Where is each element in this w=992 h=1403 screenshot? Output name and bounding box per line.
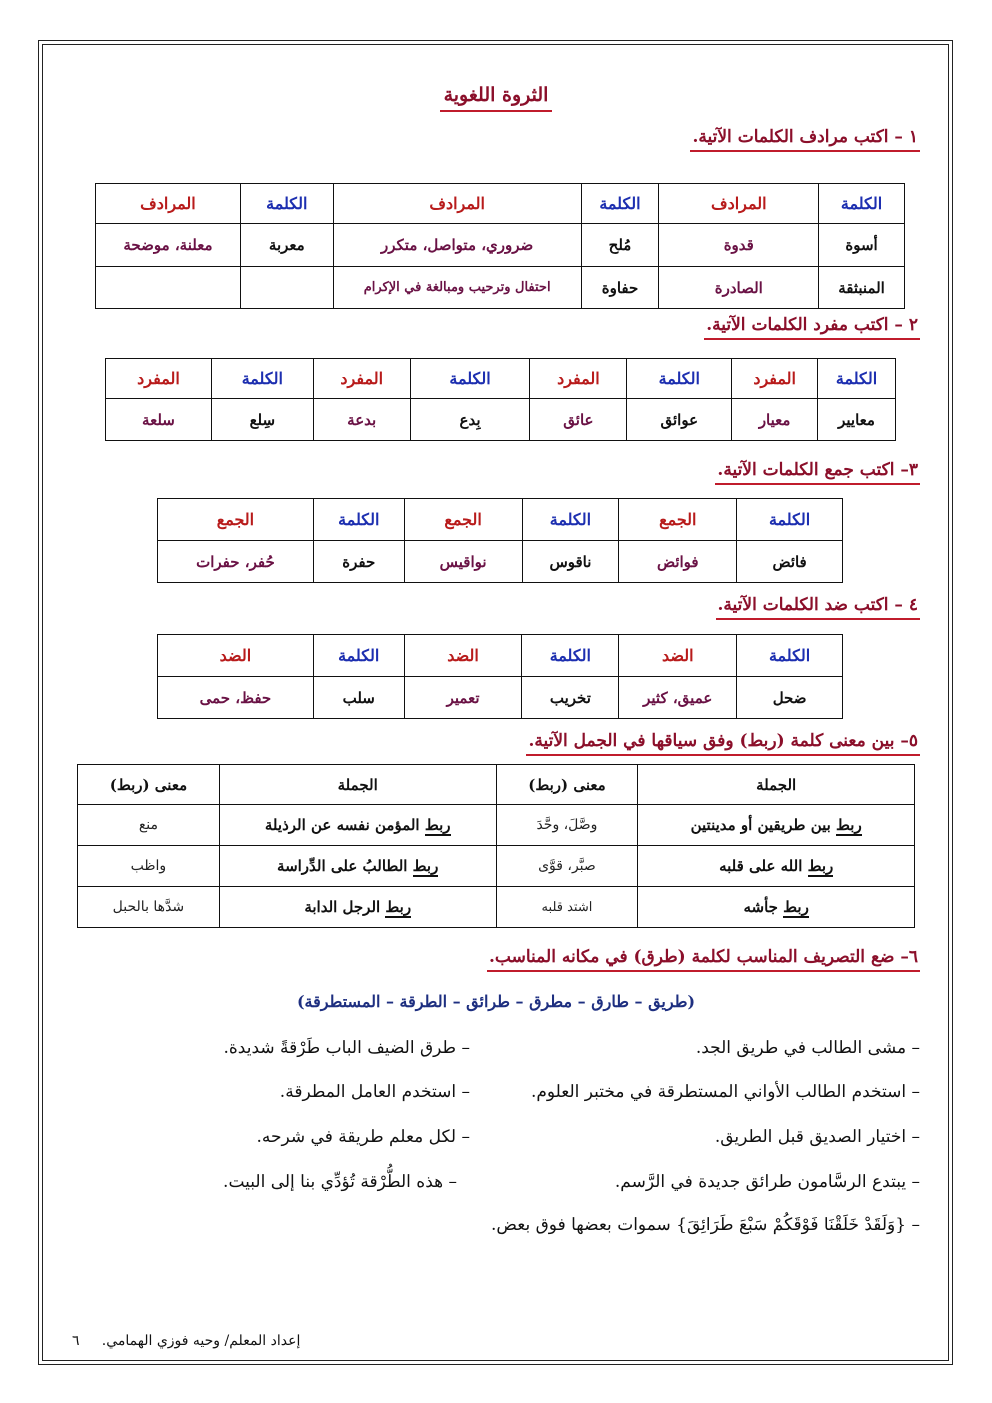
table-row: [96, 224, 905, 267]
footer-author: إعداد المعلم/ وحيه فوزي الهمامي.: [101, 1333, 301, 1349]
q2-singular: عائق: [530, 399, 627, 441]
table-row: [106, 399, 896, 441]
q5-sentence-rest: الله على قلبه: [719, 857, 808, 875]
q4-word: تخريب: [522, 677, 619, 719]
q5-key-word: ربط: [412, 857, 439, 875]
q1-heading: ١ – اكتب مرادف الكلمات الآتية.: [690, 127, 920, 152]
table-row: [158, 677, 843, 719]
q6-sentence-left: – استخدم العامل المطرقة.: [279, 1082, 470, 1102]
q5-sentence: [638, 805, 915, 846]
q1-header-synonym: المرادف: [96, 184, 241, 224]
footer: [72, 1333, 300, 1349]
q6-sentence-right: – اختيار الصديق قبل الطريق.: [714, 1127, 920, 1147]
q4-header-opposite: الضد: [404, 635, 522, 677]
q5-meaning: وصَّلَ، وحَّدَ: [496, 805, 638, 846]
q2-heading: ٢ – اكتب مفرد الكلمات الآتية.: [704, 315, 920, 340]
q5-meaning: واظب: [78, 846, 220, 887]
q2-singular: بدعة: [313, 399, 410, 441]
q2-header-row: [106, 359, 896, 399]
q5-heading: ٥– بين معنى كلمة (ربط) وفق سياقها في الجمل الآتية.: [526, 731, 920, 756]
q5-key-word: ربط: [424, 816, 451, 834]
q6-sentence-left: – هذه الطُّرْقة تُؤدِّي بنا إلى البيت.: [223, 1172, 457, 1192]
q3-header-plural: الجمع: [619, 499, 737, 541]
q5-sentence: [219, 805, 496, 846]
q5-meaning: صبَّر، قوَّى: [496, 846, 638, 887]
q6-word-options: (طريق – طارق – مطرق – طرائق – الطرقة – المستطرقة): [296, 992, 696, 1011]
q1-word: أسوة: [819, 224, 905, 267]
q4-word: سلب: [313, 677, 404, 719]
table-row: [78, 846, 915, 887]
q1-synonym: ضروري، متواصل، متكرر: [333, 224, 581, 267]
q5-key-word: ربط: [385, 898, 412, 916]
q2-header-word: الكلمة: [211, 359, 313, 399]
q1-word: المنبثقة: [819, 267, 905, 309]
table-row: [78, 887, 915, 928]
q4-header-word: الكلمة: [522, 635, 619, 677]
q3-word: حفرة: [313, 541, 404, 583]
q5-meaning: اشتد قلبه: [496, 887, 638, 928]
q1-synonym: قدوة: [659, 224, 819, 267]
q3-table: [157, 498, 843, 583]
q2-header-singular: المفرد: [530, 359, 627, 399]
q3-plural: فوائض: [619, 541, 737, 583]
q4-header-word: الكلمة: [313, 635, 404, 677]
q2-header-word: الكلمة: [410, 359, 530, 399]
q3-plural: حُفر، حفرات: [158, 541, 314, 583]
q4-heading: ٤ – اكتب ضد الكلمات الآتية.: [716, 595, 920, 620]
q5-sentence: [638, 846, 915, 887]
q5-sentence: [219, 846, 496, 887]
q6-sentence-right: – استخدم الطالب الأواني المستطرقة في مختبر العلوم.: [530, 1082, 920, 1102]
q5-key-word: ربط: [807, 857, 834, 875]
q5-header-sentence: الجملة: [219, 765, 496, 805]
q1-header-synonym: المرادف: [333, 184, 581, 224]
q1-header-row: [96, 184, 905, 224]
q3-header-plural: الجمع: [404, 499, 522, 541]
q1-header-word: الكلمة: [819, 184, 905, 224]
q1-synonym: احتفال وترحيب ومبالغة في الإكرام: [333, 267, 581, 309]
q3-word: فائض: [737, 541, 843, 583]
q2-word: سِلع: [211, 399, 313, 441]
q1-word: [240, 267, 333, 309]
q4-opposite: تعمير: [404, 677, 522, 719]
q2-table: [105, 358, 896, 441]
q5-table: [77, 764, 915, 928]
q2-header-singular: المفرد: [106, 359, 212, 399]
table-row: [158, 541, 843, 583]
q5-sentence-rest: الرجل الدابة: [304, 898, 386, 916]
q1-synonym: [96, 267, 241, 309]
q6-sentence-left: – لكل معلم طريقة في شرحه.: [256, 1127, 470, 1147]
q1-synonym: معلنة، موضحة: [96, 224, 241, 267]
q6-sentence-right: – يبتدع الرسَّامون طرائق جديدة في الرَّسم.: [614, 1172, 920, 1192]
q2-header-word: الكلمة: [818, 359, 896, 399]
q4-header-opposite: الضد: [158, 635, 314, 677]
q1-header-word: الكلمة: [581, 184, 659, 224]
q2-header-singular: المفرد: [732, 359, 818, 399]
q5-sentence-rest: بين طريقين أو مدينتين: [690, 816, 837, 834]
q6-sentence-right: – مشى الطالب في طريق الجد.: [695, 1038, 920, 1058]
table-row: [96, 267, 905, 309]
q3-header-plural: الجمع: [158, 499, 314, 541]
q2-word: عوائق: [627, 399, 732, 441]
page-title: الثروة اللغوية: [440, 84, 553, 112]
q5-header-row: [78, 765, 915, 805]
q4-word: ضحل: [737, 677, 843, 719]
q6-sentence-right: – {وَلَقَدْ خَلَقْنَا فَوْقَكُمْ سَبْعَ طَرَائِقَ} سموات بعضها فوق بعض.: [491, 1215, 920, 1235]
q1-header-word: الكلمة: [240, 184, 333, 224]
q2-singular: معيار: [732, 399, 818, 441]
page-number: ٦: [72, 1333, 80, 1349]
q3-header-word: الكلمة: [522, 499, 619, 541]
q5-header-meaning: معنى (ربط): [496, 765, 638, 805]
q5-key-word: ربط: [783, 898, 809, 916]
q3-header-word: الكلمة: [737, 499, 843, 541]
q4-header-word: الكلمة: [737, 635, 843, 677]
q5-meaning: شدَّها بالحبل: [78, 887, 220, 928]
q2-header-word: الكلمة: [627, 359, 732, 399]
q2-word: بِدع: [410, 399, 530, 441]
q4-table: [157, 634, 843, 719]
q3-header-word: الكلمة: [313, 499, 404, 541]
q5-key-word: ربط: [836, 816, 862, 834]
q1-word: مُلح: [581, 224, 659, 267]
q3-heading: ٣– اكتب جمع الكلمات الآتية.: [715, 460, 920, 485]
q5-sentence-rest: المؤمن نفسه عن الرذيلة: [264, 816, 425, 834]
q2-header-singular: المفرد: [313, 359, 410, 399]
q1-word: معربة: [240, 224, 333, 267]
q4-opposite: عميق، كثير: [619, 677, 737, 719]
q5-sentence: [219, 887, 496, 928]
q2-word: معايير: [818, 399, 896, 441]
q6-sentence-left: – طرق الضيف الباب طَرْقةً شديدة.: [223, 1038, 470, 1058]
q5-header-sentence: الجملة: [638, 765, 915, 805]
q3-header-row: [158, 499, 843, 541]
q3-word: ناقوس: [522, 541, 619, 583]
q4-header-row: [158, 635, 843, 677]
q5-header-meaning: معنى (ربط): [78, 765, 220, 805]
q4-header-opposite: الضد: [619, 635, 737, 677]
q6-heading: ٦– ضع التصريف المناسب لكلمة (طرق) في مكانه المناسب.: [487, 947, 920, 972]
q5-sentence-rest: الطالبُ على الدِّراسة: [277, 857, 413, 875]
q1-table: [95, 183, 905, 309]
table-row: [78, 805, 915, 846]
q1-header-synonym: المرادف: [659, 184, 819, 224]
q5-meaning: منع: [78, 805, 220, 846]
q1-synonym: الصادرة: [659, 267, 819, 309]
q4-opposite: حفظ، حمى: [158, 677, 314, 719]
page-title-wrap: [0, 84, 992, 106]
q5-sentence: [638, 887, 915, 928]
q5-sentence-rest: جأشه: [743, 898, 784, 916]
q2-singular: سلعة: [106, 399, 212, 441]
q3-plural: نواقيس: [404, 541, 522, 583]
q1-word: حفاوة: [581, 267, 659, 309]
